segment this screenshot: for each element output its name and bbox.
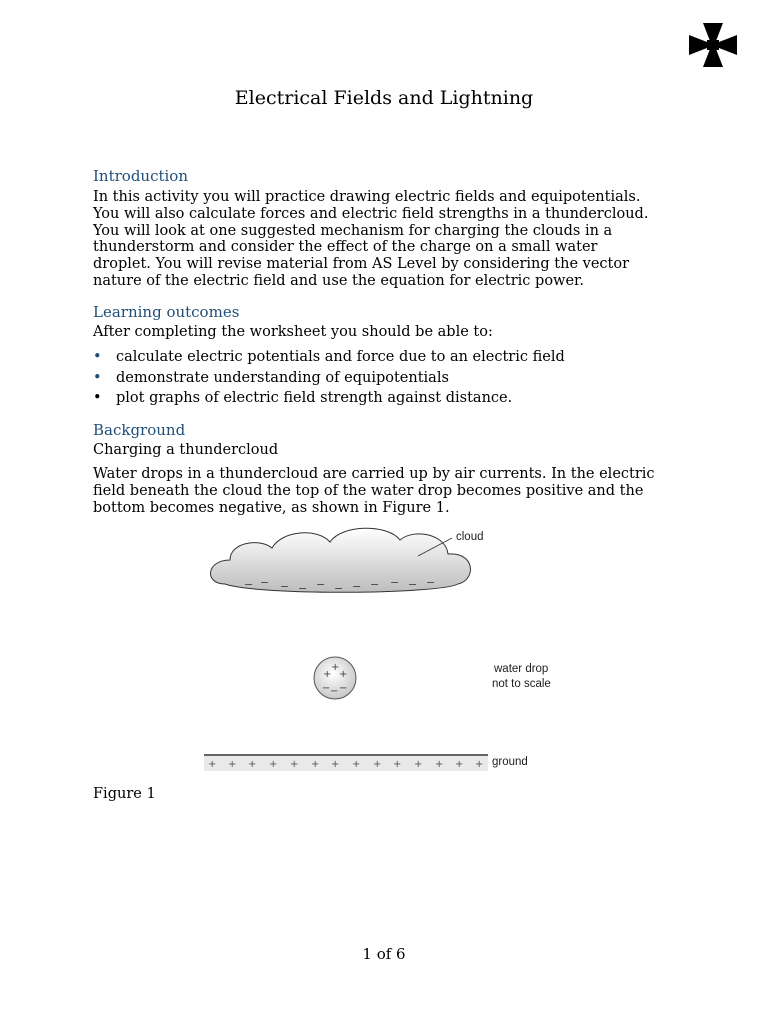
figure-caption: Figure 1 (93, 786, 156, 802)
minus-sign: − (370, 578, 380, 591)
plus-sign: + (248, 759, 257, 770)
introduction-heading: Introduction (93, 167, 188, 185)
plus-sign: + (435, 759, 444, 770)
page-title: Electrical Fields and Lightning (234, 87, 534, 109)
list-item (93, 347, 683, 368)
plus-sign: + (290, 759, 299, 770)
cross-pattee-logo (689, 23, 737, 67)
plus-sign: + (414, 759, 423, 770)
list-item-text: demonstrate understanding of equipotentials (116, 369, 449, 386)
bullet-icon: • (93, 369, 102, 386)
list-item-text: calculate electric potentials and force due to an electric field (116, 349, 565, 365)
background-paragraph (93, 466, 683, 516)
drop-label-line2: not to scale (492, 678, 551, 690)
ground-label: ground (492, 756, 528, 768)
ground-band (204, 755, 488, 771)
minus-sign: − (316, 578, 326, 591)
text-line: thunderstorm and consider the effect of the charge on a small water (93, 239, 598, 256)
background-subheading: Charging a thundercloud (93, 442, 279, 458)
bullet-icon: • (93, 349, 102, 365)
minus-sign: − (408, 578, 418, 591)
figure-1-diagram (200, 522, 562, 780)
text-line: bottom becomes negative, as shown in Figure 1. (93, 499, 450, 516)
text-line: Water drops in a thundercloud are carried up by air currents. In the electric (93, 466, 655, 482)
list-item (93, 368, 683, 389)
list-item-text: plot graphs of electric field strength against distance. (116, 390, 513, 406)
plus-sign: + (269, 759, 278, 770)
text-line: droplet. You will revise material from AS Level by considering the vector (93, 256, 630, 273)
drop-label-line1: water drop (494, 663, 549, 675)
plus-sign: + (352, 759, 361, 770)
learning-outcomes-heading: Learning outcomes (93, 303, 240, 321)
plus-sign: + (339, 669, 348, 680)
minus-sign: − (298, 582, 308, 595)
minus-sign: − (390, 576, 400, 589)
learning-outcomes-intro: After completing the worksheet you should be able to: (93, 324, 493, 340)
text-line: nature of the electric field and use the equation for electric power. (93, 272, 584, 289)
introduction-paragraph (93, 189, 683, 290)
plus-sign: + (208, 759, 217, 770)
minus-sign: − (260, 576, 270, 589)
plus-sign: + (228, 759, 237, 770)
text-line: You will look at one suggested mechanism for charging the clouds in a (93, 222, 613, 239)
plus-sign: + (475, 759, 484, 770)
cloud-label: cloud (456, 531, 484, 543)
text-line: field beneath the cloud the top of the water drop becomes positive and the (93, 482, 644, 499)
text-line: You will also calculate forces and electric field strengths in a thundercloud. (93, 205, 649, 222)
background-heading: Background (93, 421, 186, 439)
minus-sign: − (334, 582, 344, 595)
page-number: 1 of 6 (362, 945, 406, 963)
list-item (93, 388, 683, 409)
plus-sign: + (393, 759, 402, 770)
plus-sign: + (311, 759, 320, 770)
learning-outcomes-list (93, 347, 683, 409)
minus-sign: − (322, 683, 331, 694)
plus-sign: + (373, 759, 382, 770)
plus-sign: + (331, 759, 340, 770)
plus-sign: + (323, 669, 332, 680)
plus-sign: + (331, 662, 340, 673)
minus-sign: − (280, 580, 290, 593)
minus-sign: − (352, 580, 362, 593)
minus-sign: − (339, 683, 348, 694)
text-line: In this activity you will practice drawing electric fields and equipotentials. (93, 189, 641, 205)
plus-sign: + (455, 759, 464, 770)
minus-sign: − (330, 686, 339, 697)
bullet-icon: • (93, 390, 102, 406)
minus-sign: − (244, 578, 254, 591)
minus-sign: − (426, 576, 436, 589)
